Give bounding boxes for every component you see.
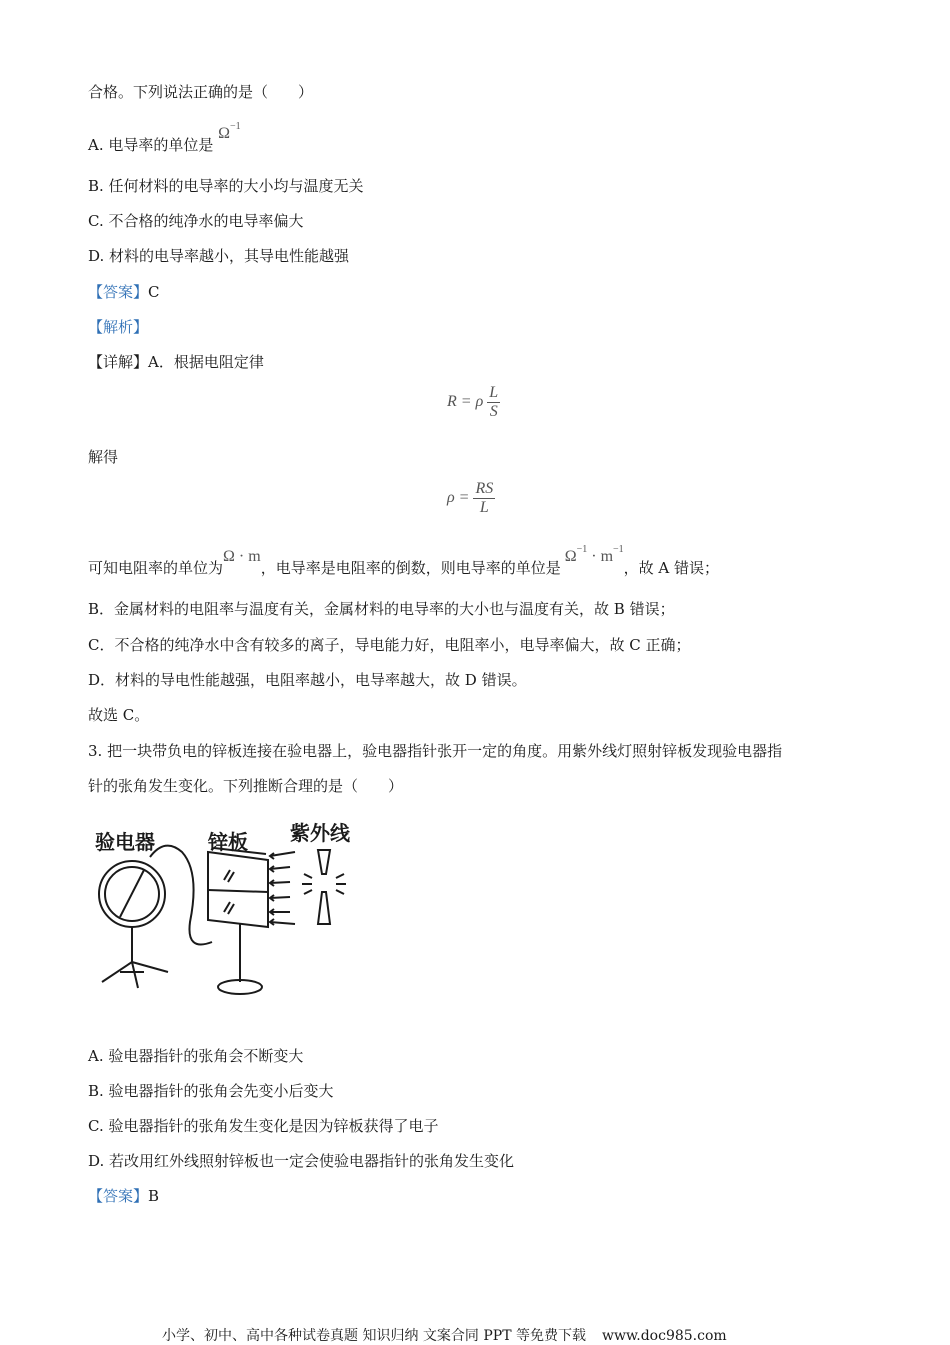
- q2-option-a-unit: $\Omega^{-1}$: [218, 121, 241, 142]
- q2-stem-end: 合格。下列说法正确的是（ ）: [88, 83, 314, 101]
- footer-url[interactable]: www.doc985.com: [601, 1328, 727, 1344]
- q2-option-c: C. 不合格的纯净水的电导率偏大: [88, 212, 304, 230]
- q2-option-a: [88, 121, 241, 156]
- q2-answer: [88, 282, 160, 302]
- q3-figure: [90, 812, 390, 1002]
- detail-intro-text: A．根据电阻定律: [148, 353, 264, 371]
- q2-option-a-text: A. 电导率的单位是: [88, 136, 214, 154]
- apparatus-drawing: [90, 812, 390, 1002]
- q2-option-b: B. 任何材料的电导率的大小均与温度无关: [88, 177, 364, 195]
- q3-stem-line1: 3. 把一块带负电的锌板连接在验电器上，验电器指针张开一定的角度。用紫外线灯照射锌板发现验电器指: [88, 742, 783, 760]
- q3-option-a: A. 验电器指针的张角会不断变大: [88, 1047, 304, 1065]
- q2-explanation-a: 可知电阻率的单位为Ω · m，电导率是电阻率的倒数，则电导率的单位是$\Omega^{-1} \cdot m^{-1}$，故 A 错误；: [88, 544, 720, 577]
- answer-value: C: [148, 283, 160, 301]
- q2-option-d: D. 材料的电导率越小，其导电性能越强: [88, 247, 350, 265]
- unit-conductivity: $\Omega^{-1} \cdot m^{-1}$: [564, 544, 624, 565]
- q3-stem-line2: 针的张角发生变化。下列推断合理的是（ ）: [88, 777, 404, 795]
- unit-resistivity: Ω · m: [223, 548, 261, 565]
- uv-rays-icon: [270, 852, 295, 925]
- q2-explanation-b: B．金属材料的电阻率与温度有关，金属材料的电导率的大小也与温度有关，故 B 错误；: [88, 600, 675, 618]
- q2-detail-intro: [88, 352, 264, 372]
- answer-value: B: [148, 1187, 160, 1205]
- q3-answer: [88, 1186, 159, 1206]
- label-ultraviolet: 紫外线: [290, 821, 350, 845]
- q3-option-b: B. 验电器指针的张角会先变小后变大: [88, 1082, 334, 1100]
- uv-lamp-icon: [302, 850, 346, 924]
- electroscope-icon: [99, 861, 168, 988]
- label-zinc-plate: 锌板: [208, 830, 248, 854]
- q2-solve-label: 解得: [88, 448, 119, 466]
- q3-option-d: D. 若改用红外线照射锌板也一定会使验电器指针的张角发生变化: [88, 1152, 515, 1170]
- q2-analysis-label: 【解析】: [88, 318, 149, 336]
- answer-label: 【答案】: [88, 283, 149, 301]
- equation-resistance-law: R = ρ $\frac{L}{S}$: [447, 384, 499, 420]
- equation-resistivity: ρ = $\frac{RS}{L}$: [447, 480, 494, 516]
- answer-label: 【答案】: [88, 1187, 149, 1205]
- zinc-plate-icon: [208, 848, 268, 994]
- q2-explanation-c: C．不合格的纯净水中含有较多的离子，导电能力好，电阻率小，电导率偏大，故 C 正确；: [88, 636, 691, 654]
- detail-label: 【详解】: [88, 353, 149, 371]
- footer-text: 小学、初中、高中各种试卷真题 知识归纳 文案合同 PPT 等免费下载: [162, 1328, 586, 1344]
- page-footer: [162, 1325, 727, 1345]
- q2-conclusion: 故选 C。: [88, 706, 150, 724]
- label-electroscope: 验电器: [95, 830, 155, 854]
- q2-explanation-d: D．材料的导电性能越强，电阻率越小，电导率越大，故 D 错误。: [88, 671, 527, 689]
- q3-option-c: C. 验电器指针的张角发生变化是因为锌板获得了电子: [88, 1117, 439, 1135]
